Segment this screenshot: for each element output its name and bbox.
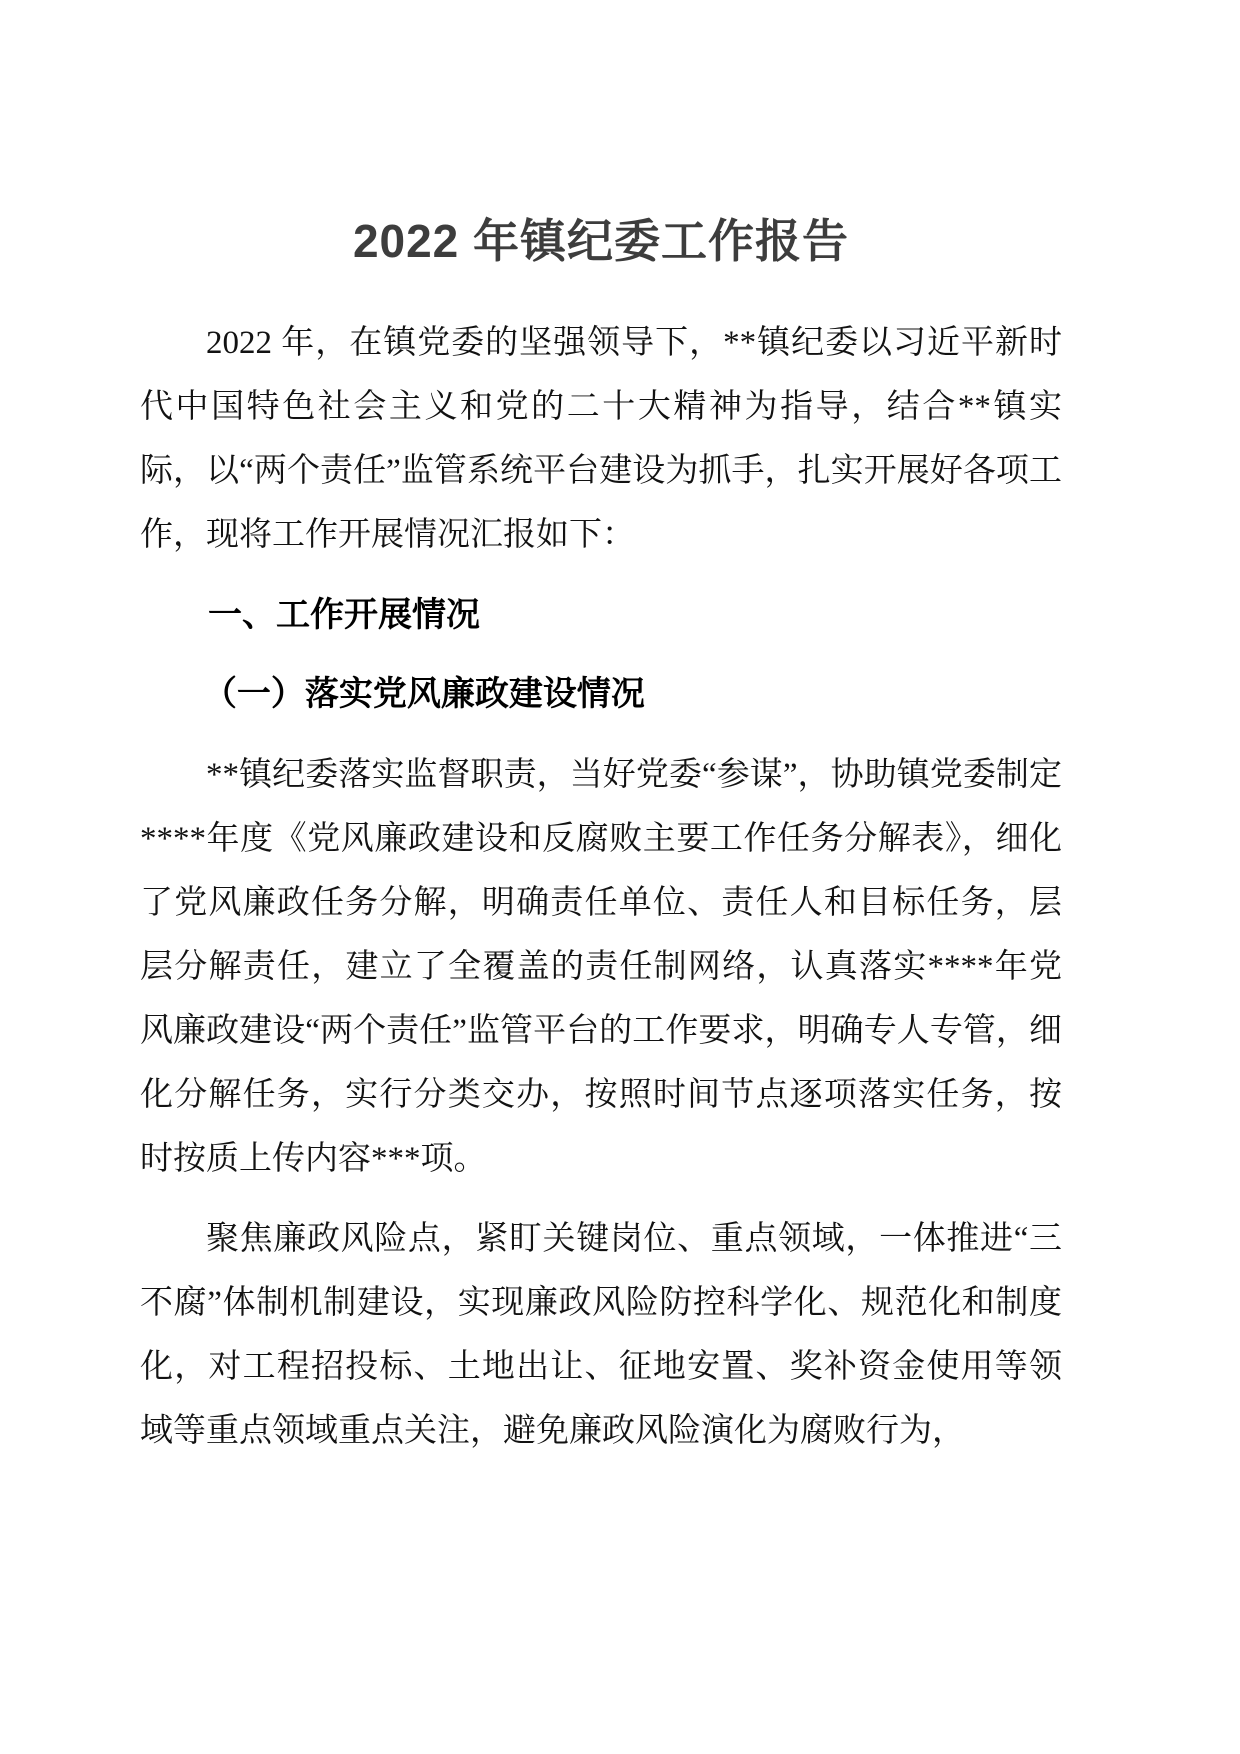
- body-paragraph-1: **镇纪委落实监督职责，当好党委“参谋”，协助镇党委制定****年度《党风廉政建设和反腐败主要工作任务分解表》，细化了党风廉政任务分解，明确责任单位、责任人和目标任务，层层分解责任，建立了全覆盖的责任制网络，认真落实****年党风廉政建设“两个责任”监管平台的工作要求，明确专人专管，细化分解任务，实行分类交办，按照时间节点逐项落实任务，按时按质上传内容***项。: [140, 757, 1062, 1177]
- body-paragraph-2: 聚焦廉政风险点，紧盯关键岗位、重点领域，一体推进“三不腐”体制机制建设，实现廉政风险防控科学化、规范化和制度化，对工程招投标、土地出让、征地安置、奖补资金使用等领域等重点领域重点关注，避免廉政风险演化为腐败行为，: [140, 1221, 1062, 1449]
- section-heading-1: 一、工作开展情况: [208, 596, 480, 634]
- subsection-heading-1-1: （一）落实党风廉政建设情况: [202, 676, 645, 713]
- document-title: 2022 年镇纪委工作报告: [352, 215, 850, 267]
- intro-paragraph: 2022 年，在镇党委的坚强领导下，**镇纪委以习近平新时代中国特色社会主义和党的二十大精神为指导，结合**镇实际，以“两个责任”监管系统平台建设为抓手，扎实开展好各项工作，现将工作开展情况汇报如下：: [140, 325, 1062, 553]
